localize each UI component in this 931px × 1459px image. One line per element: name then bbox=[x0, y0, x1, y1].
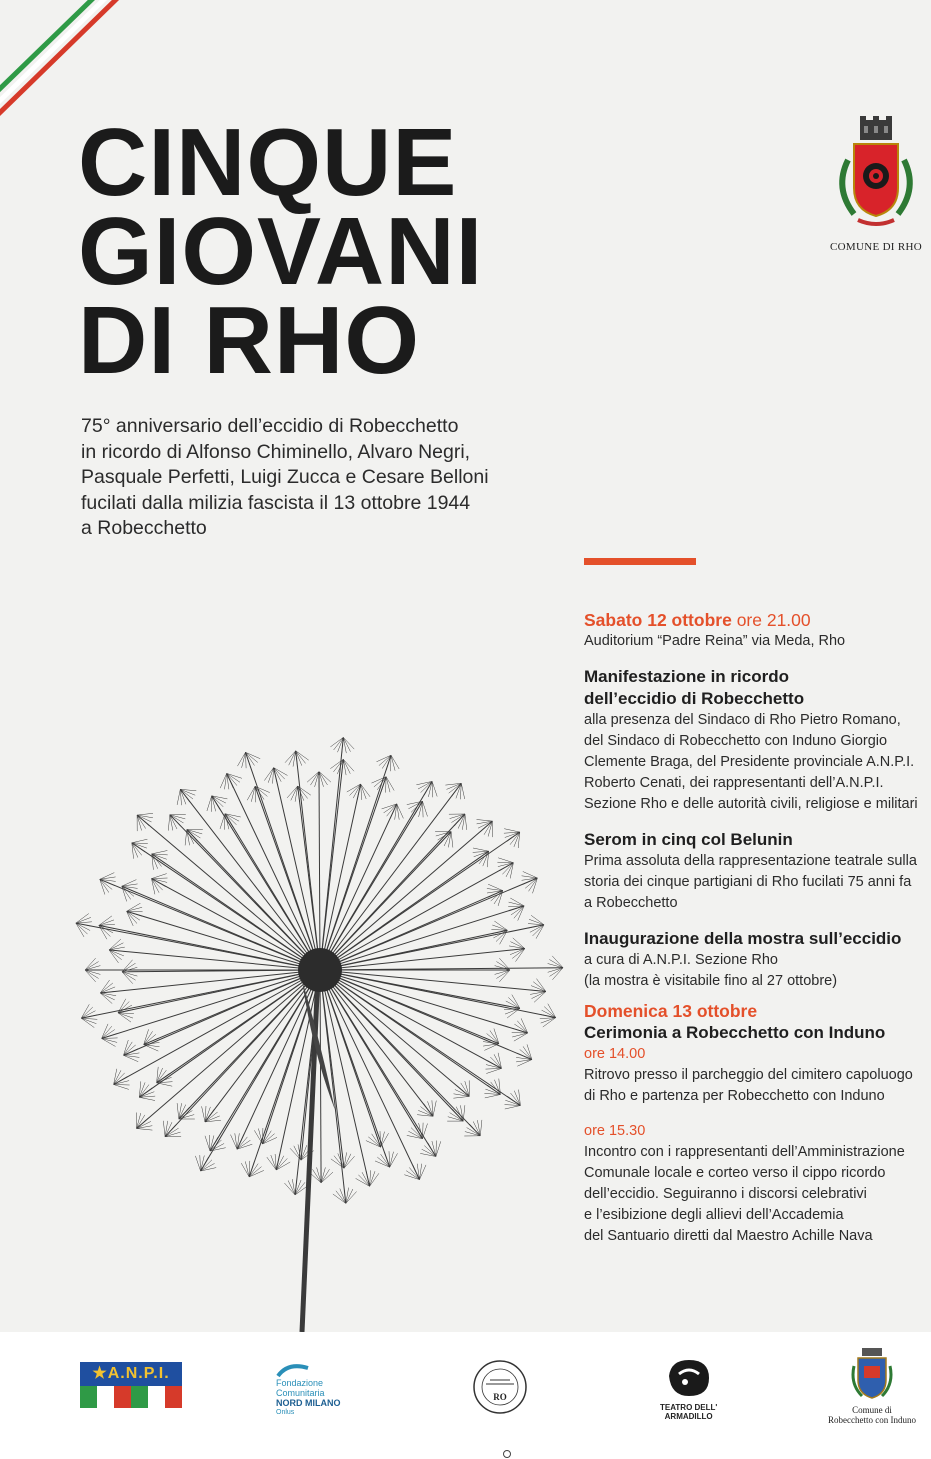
seed-pappus bbox=[241, 1163, 249, 1177]
subtitle-line: Pasquale Perfetti, Luigi Zucca e Cesare Belloni bbox=[81, 466, 489, 488]
saturday-venue: Auditorium “Padre Reina” via Meda, Rho bbox=[584, 633, 846, 649]
teatro-armadillo-logo bbox=[660, 1356, 717, 1421]
seed-filament bbox=[320, 878, 537, 970]
seed-pappus bbox=[436, 1141, 437, 1157]
seed-pappus bbox=[343, 737, 350, 751]
seed-pappus bbox=[407, 1135, 423, 1138]
seed-filament bbox=[320, 804, 397, 970]
seed-pappus bbox=[137, 1129, 153, 1131]
event1-line: alla presenza del Sindaco di Rho Pietro Romano, bbox=[584, 712, 901, 728]
anpi-logo bbox=[80, 1362, 182, 1408]
crest-label: COMUNE DI RHO bbox=[830, 241, 922, 253]
fondazione-label: Fondazione bbox=[276, 1378, 324, 1388]
seed-pappus bbox=[205, 1136, 210, 1151]
dandelion-image bbox=[30, 680, 590, 1332]
seed-pappus bbox=[498, 863, 514, 867]
seed-pappus bbox=[386, 777, 394, 791]
fondazione-logo bbox=[276, 1362, 341, 1418]
seed-pappus bbox=[381, 1133, 389, 1147]
sunday-slot2-line: Incontro con i rappresentanti dell’Amministrazione bbox=[584, 1144, 905, 1160]
seed-filament bbox=[320, 863, 513, 970]
sunday-title: Cerimonia a Robecchetto con Induno bbox=[584, 1023, 886, 1042]
seed-pappus bbox=[343, 737, 346, 753]
seed-pappus bbox=[118, 1013, 131, 1022]
seed-pappus bbox=[461, 783, 464, 799]
centro-label: RO bbox=[493, 1392, 507, 1402]
seed-pappus bbox=[381, 1132, 385, 1148]
event2-title: Serom in cinq col Belunin bbox=[584, 830, 793, 849]
seed-pappus bbox=[548, 964, 563, 968]
seed-pappus bbox=[210, 1148, 226, 1151]
seed-filament bbox=[100, 970, 320, 993]
seed-pappus bbox=[127, 903, 141, 911]
seed-pappus bbox=[152, 874, 167, 879]
seed-pappus bbox=[386, 777, 390, 793]
seed-pappus bbox=[531, 915, 544, 925]
seed-pappus bbox=[127, 907, 143, 911]
seed-pappus bbox=[122, 972, 137, 976]
seed-pappus bbox=[423, 801, 424, 817]
seed-pappus bbox=[552, 956, 563, 968]
anpi-label: ★A.N.P.I. bbox=[80, 1362, 182, 1386]
saturday-date: Sabato 12 ottobre bbox=[584, 610, 732, 630]
sunday-slot2-line: e l’esibizione degli allievi dell’Accademia bbox=[584, 1207, 844, 1223]
seed-filament bbox=[320, 784, 361, 970]
seed-pappus bbox=[540, 1014, 556, 1017]
seed-pappus bbox=[251, 786, 255, 802]
seed-pappus bbox=[137, 813, 153, 815]
seed-pappus bbox=[321, 1172, 333, 1183]
seed-pappus bbox=[497, 862, 513, 863]
armadillo-icon bbox=[663, 1356, 715, 1398]
seed-pappus bbox=[512, 1033, 528, 1037]
comune-di-rho-crest bbox=[820, 116, 931, 253]
seed-pappus bbox=[502, 863, 513, 875]
event1-title: Manifestazione in ricordo bbox=[584, 667, 789, 686]
seed-pappus bbox=[486, 1065, 502, 1069]
seed-pappus bbox=[238, 752, 246, 766]
subtitle-line: in ricordo di Alfonso Chiminello, Alvaro Negri, bbox=[81, 440, 471, 463]
sunday-time-1: ore 14.00 bbox=[584, 1046, 646, 1062]
seed-pappus bbox=[532, 992, 546, 999]
program-schedule bbox=[584, 609, 931, 1247]
seed-pappus bbox=[480, 1120, 482, 1136]
saturday-date-line bbox=[584, 609, 931, 631]
seed-pappus bbox=[81, 1015, 97, 1018]
seed-filament bbox=[187, 830, 320, 971]
seed-filament bbox=[205, 970, 320, 1122]
seed-pappus bbox=[267, 1157, 277, 1170]
seed-filament bbox=[320, 970, 381, 1147]
seed-pappus bbox=[102, 1039, 118, 1043]
event1-title: dell’eccidio di Robecchetto bbox=[584, 689, 805, 708]
saturday-time: ore 21.00 bbox=[736, 610, 811, 630]
seed-pappus bbox=[132, 839, 148, 843]
teatro-label: ARMADILLO bbox=[664, 1412, 713, 1421]
seed-pappus bbox=[114, 1085, 130, 1086]
seed-pappus bbox=[220, 814, 225, 829]
seed-pappus bbox=[276, 1154, 279, 1170]
seed-pappus bbox=[139, 1097, 155, 1100]
seed-pappus bbox=[543, 1018, 556, 1027]
event2-line: storia dei cinque partigiani di Rho fucilati 75 anni fa bbox=[584, 874, 912, 890]
seed-pappus bbox=[549, 959, 563, 967]
seed-pappus bbox=[453, 1096, 469, 1098]
seed-filament bbox=[237, 970, 320, 1149]
subtitle-line: a Robecchetto bbox=[81, 517, 207, 539]
seed-pappus bbox=[114, 1085, 129, 1090]
robecchetto-label: Robecchetto con Induno bbox=[828, 1415, 916, 1425]
seed-pappus bbox=[202, 1106, 205, 1122]
seed-pappus bbox=[168, 815, 170, 831]
seed-filament bbox=[319, 772, 320, 971]
seed-pappus bbox=[102, 1039, 116, 1047]
seed-filament bbox=[114, 970, 320, 1085]
seed-pappus bbox=[433, 1101, 436, 1117]
seed-pappus bbox=[247, 786, 255, 800]
seed-pappus bbox=[274, 768, 277, 784]
event2-line: Prima assoluta della rappresentazione teatrale sulla bbox=[584, 853, 917, 869]
seed-pappus bbox=[114, 1069, 117, 1085]
sunday-slot1-line: Ritrovo presso il parcheggio del cimitero capoluogo bbox=[584, 1067, 913, 1083]
seed-pappus bbox=[498, 1053, 501, 1069]
wave-icon bbox=[276, 1362, 310, 1378]
seed-pappus bbox=[152, 878, 168, 879]
seed-filament bbox=[227, 773, 320, 970]
seed-pappus bbox=[510, 863, 513, 879]
seed-pappus bbox=[451, 832, 453, 848]
seed-pappus bbox=[366, 1171, 369, 1187]
seed-pappus bbox=[201, 1168, 217, 1171]
seed-pappus bbox=[416, 781, 432, 784]
seed-pappus bbox=[504, 829, 520, 832]
fondazione-label: NORD MILANO bbox=[276, 1398, 341, 1408]
seed-pappus bbox=[505, 1106, 521, 1110]
seed-pappus bbox=[99, 916, 112, 926]
seed-pappus bbox=[390, 1152, 394, 1168]
sunday-slot1-line: di Rho e partenza per Robecchetto con Induno bbox=[584, 1088, 885, 1104]
seed-pappus bbox=[114, 1081, 130, 1085]
seed-pappus bbox=[510, 898, 524, 906]
seed-filament bbox=[320, 970, 321, 1183]
subtitle-line: 75° anniversario dell’eccidio di Robecchetto bbox=[81, 415, 459, 437]
seed-pappus bbox=[207, 796, 212, 811]
seed-pappus bbox=[514, 1033, 528, 1041]
seed-pappus bbox=[494, 921, 507, 930]
seed-pappus bbox=[423, 1124, 428, 1139]
sunday-slot2-line: Comunale locale e corteo verso il cippo ricordo bbox=[584, 1165, 886, 1181]
seed-pappus bbox=[485, 1095, 501, 1098]
seed-pappus bbox=[509, 902, 524, 906]
seed-pappus bbox=[391, 755, 395, 771]
seed-filament bbox=[320, 949, 525, 970]
comune-robecchetto-logo bbox=[826, 1346, 918, 1425]
seed-filament bbox=[246, 752, 321, 970]
seed-pappus bbox=[423, 801, 428, 816]
seed-pappus bbox=[81, 1018, 94, 1027]
sunday-date: Domenica 13 ottobre bbox=[584, 1001, 758, 1021]
seed-filament bbox=[144, 970, 320, 1045]
seed-pappus bbox=[152, 879, 155, 895]
event1-line: Clemente Braga, del Presidente provinciale A.N.P.I. bbox=[584, 754, 915, 770]
seed-pappus bbox=[177, 789, 180, 805]
event1-line: Sezione Rho e delle autorità civili, religiose e militari bbox=[584, 796, 918, 812]
seed-filament bbox=[81, 970, 320, 1018]
seed-pappus bbox=[390, 1153, 398, 1167]
seed-filament bbox=[122, 886, 320, 970]
seed-pappus bbox=[152, 851, 168, 854]
seed-pappus bbox=[212, 796, 228, 799]
event1-line: del Sindaco di Robecchetto con Induno Giorgio bbox=[584, 733, 888, 749]
seed-pappus bbox=[465, 814, 467, 830]
seed-pappus bbox=[498, 858, 513, 863]
sunday-slot2-line: del Santuario diretti dal Maestro Achille Nava bbox=[584, 1228, 873, 1244]
subtitle-line: fucilati dalla milizia fascista il 13 ottobre 1944 bbox=[81, 491, 471, 514]
seed-pappus bbox=[163, 1121, 165, 1137]
seed-filament bbox=[320, 970, 420, 1180]
seed-pappus bbox=[357, 784, 360, 800]
seed-filament bbox=[320, 970, 532, 1060]
coat-of-arms-icon bbox=[828, 116, 924, 236]
event3-line: (la mostra è visitabile fino al 27 ottobre) bbox=[584, 973, 838, 989]
seed-filament bbox=[320, 970, 463, 1121]
event3-line: a cura di A.N.P.I. Sezione Rho bbox=[584, 952, 778, 968]
seed-filament bbox=[210, 970, 320, 1151]
robecchetto-label: Comune di bbox=[852, 1405, 892, 1415]
page-indicator-dot bbox=[503, 1450, 511, 1458]
sunday-time-2: ore 15.30 bbox=[584, 1123, 646, 1139]
event3-title: Inaugurazione della mostra sull’eccidio bbox=[584, 929, 902, 948]
seed-pappus bbox=[436, 1141, 441, 1156]
seed-pappus bbox=[391, 755, 399, 769]
seed-pappus bbox=[477, 820, 493, 822]
seed-pappus bbox=[407, 801, 423, 804]
seed-pappus bbox=[420, 1153, 436, 1156]
sunday-slot2-line: dell’eccidio. Seguiranno i discorsi celebrativi bbox=[584, 1186, 867, 1202]
seed-pappus bbox=[245, 1161, 249, 1177]
seed-pappus bbox=[209, 1135, 210, 1151]
seed-pappus bbox=[242, 752, 246, 768]
seed-pappus bbox=[225, 814, 241, 817]
seed-pappus bbox=[321, 1167, 325, 1182]
centro-documentazione-logo bbox=[472, 1358, 528, 1421]
event2-line: a Robecchetto bbox=[584, 895, 678, 911]
seed-pappus bbox=[258, 1129, 262, 1145]
seed-pappus bbox=[361, 784, 371, 797]
seed-pappus bbox=[343, 737, 354, 749]
seed-pappus bbox=[76, 914, 89, 924]
seed-pappus bbox=[528, 925, 544, 928]
event1-line: Roberto Cenati, dei rappresentanti dell’A.N.P.I. bbox=[584, 775, 884, 791]
seed-pappus bbox=[152, 879, 168, 883]
accent-divider bbox=[584, 558, 696, 565]
seed-pappus bbox=[177, 1103, 179, 1119]
seed-pappus bbox=[321, 1169, 329, 1183]
seed-pappus bbox=[473, 848, 489, 851]
subtitle bbox=[81, 414, 541, 542]
fondazione-label: Comunitaria bbox=[276, 1388, 325, 1398]
poster-title: CINQUE GIOVANI DI RHO bbox=[78, 109, 484, 394]
seed-pappus bbox=[264, 768, 273, 781]
seed-pappus bbox=[370, 1173, 379, 1186]
seed-pappus bbox=[76, 923, 92, 926]
teatro-label: TEATRO DELL' bbox=[660, 1403, 718, 1412]
seed-filament bbox=[320, 759, 343, 970]
fondazione-label: Onlus bbox=[276, 1409, 295, 1416]
crest-icon bbox=[850, 1346, 894, 1400]
seed-pappus bbox=[157, 1083, 173, 1086]
stamp-icon bbox=[472, 1358, 528, 1416]
